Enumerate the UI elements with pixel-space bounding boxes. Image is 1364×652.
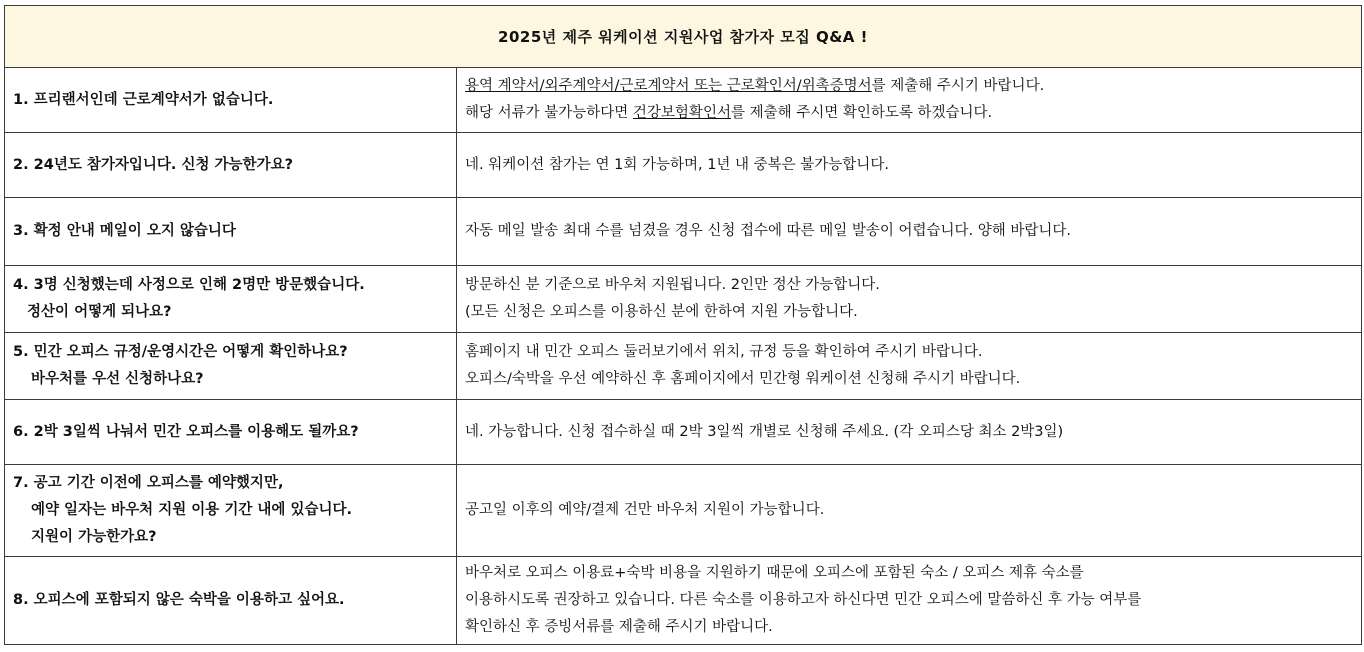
table-row xyxy=(5,400,1362,465)
answer-text: 공고일 이후의 예약/결제 건만 바우처 지원이 가능합니다. xyxy=(465,502,825,518)
question-cell xyxy=(5,198,457,266)
answer-text xyxy=(465,73,1353,100)
answer-text: 자동 메일 발송 최대 수를 넘겼을 경우 신청 접수에 따른 메일 발송이 어렵습니다. 양해 바랍니다. xyxy=(465,223,1072,239)
table-row xyxy=(5,198,1362,266)
question-text: 정산이 어떻게 되나요? xyxy=(27,304,172,320)
answer-cell xyxy=(457,198,1362,266)
answer-text: 홈페이지 내 민간 오피스 둘러보기에서 위치, 규정 등을 확인하여 주시기 바랍니다. xyxy=(465,344,983,360)
question-cell xyxy=(5,68,457,133)
question-cell xyxy=(5,465,457,557)
answer-text-part: 를 제출해 주시면 확인하도록 하겠습니다. xyxy=(730,105,993,121)
answer-text-part: 를 제출해 주시기 바랍니다. xyxy=(871,78,1045,94)
question-text: 예약 일자는 바우처 지원 이용 기간 내에 있습니다. xyxy=(31,502,352,518)
question-text: 2. 24년도 참가자입니다. 신청 가능한가요? xyxy=(13,156,293,173)
question-text: 7. 공고 기간 이전에 오피스를 예약했지만, xyxy=(13,475,284,491)
table-title: 2025년 제주 워케이션 지원사업 참가자 모집 Q&A ! xyxy=(5,6,1362,68)
table-row xyxy=(5,465,1362,557)
question-cell xyxy=(5,557,457,645)
answer-text: 확인하신 후 증빙서류를 제출해 주시기 바랍니다. xyxy=(465,619,773,635)
question-text: 지원이 가능한가요? xyxy=(31,529,157,545)
question-text: 6. 2박 3일씩 나눠서 민간 오피스를 이용해도 될까요? xyxy=(13,423,359,440)
answer-text: 방문하신 분 기준으로 바우처 지원됩니다. 2인만 정산 가능합니다. xyxy=(465,277,880,293)
underlined-text: 용역 계약서/외주계약서/근로계약서 또는 근로확인서/위촉증명서 xyxy=(465,78,872,94)
underlined-text: 건강보험확인서 xyxy=(632,105,731,121)
answer-text: (모든 신청은 오피스를 이용하신 분에 한하여 지원 가능합니다. xyxy=(465,304,858,320)
answer-cell xyxy=(457,400,1362,465)
answer-cell xyxy=(457,333,1362,400)
qa-table xyxy=(4,5,1362,645)
question-cell xyxy=(5,266,457,333)
answer-cell xyxy=(457,68,1362,133)
table-row xyxy=(5,333,1362,400)
question-text: 바우처를 우선 신청하나요? xyxy=(31,371,204,387)
answer-text xyxy=(465,100,1353,127)
table-row xyxy=(5,68,1362,133)
answer-text: 바우처로 오피스 이용료+숙박 비용을 지원하기 때문에 오피스에 포함된 숙소 / 오피스 제휴 숙소를 xyxy=(465,565,1084,581)
answer-cell xyxy=(457,465,1362,557)
table-row xyxy=(5,133,1362,198)
question-cell xyxy=(5,400,457,465)
answer-cell xyxy=(457,266,1362,333)
question-text: 1. 프리랜서인데 근로계약서가 없습니다. xyxy=(13,91,274,108)
answer-text: 네. 가능합니다. 신청 접수하실 때 2박 3일씩 개별로 신청해 주세요. (각 오피스당 최소 2박3일) xyxy=(465,423,1064,440)
answer-text: 오피스/숙박을 우선 예약하신 후 홈페이지에서 민간형 워케이션 신청해 주시기 바랍니다. xyxy=(465,371,1021,387)
table-row xyxy=(5,266,1362,333)
answer-text: 네. 워케이션 참가는 연 1회 가능하며, 1년 내 중복은 불가능합니다. xyxy=(465,156,889,173)
answer-text-part: 해당 서류가 불가능하다면 xyxy=(465,105,633,121)
question-text: 5. 민간 오피스 규정/운영시간은 어떻게 확인하나요? xyxy=(13,344,348,360)
question-cell xyxy=(5,133,457,198)
question-text: 4. 3명 신청했는데 사정으로 인해 2명만 방문했습니다. xyxy=(13,277,365,293)
question-cell xyxy=(5,333,457,400)
header-row xyxy=(5,6,1362,68)
table-row xyxy=(5,557,1362,645)
question-text: 8. 오피스에 포함되지 않은 숙박을 이용하고 싶어요. xyxy=(13,592,345,608)
question-text: 3. 확정 안내 메일이 오지 않습니다 xyxy=(13,223,236,239)
answer-text: 이용하시도록 권장하고 있습니다. 다른 숙소를 이용하고자 하신다면 민간 오피스에 말씀하신 후 가능 여부를 xyxy=(465,592,1142,608)
answer-cell xyxy=(457,133,1362,198)
answer-cell xyxy=(457,557,1362,645)
